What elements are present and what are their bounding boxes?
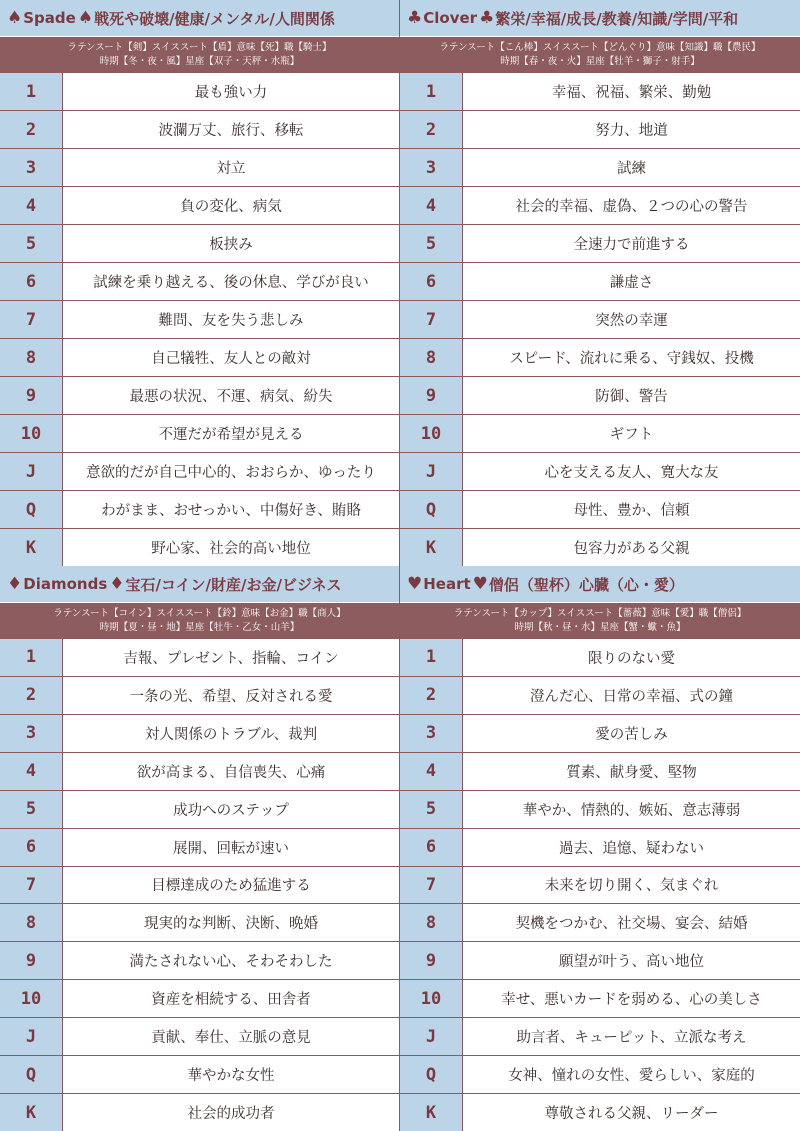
table-row [400, 111, 800, 149]
table-row [0, 904, 399, 942]
card-meaning: 社会的幸福、虚偽、２つの心の警告 [515, 199, 748, 215]
suit-section-clover [400, 0, 800, 566]
table-row [400, 715, 800, 753]
suit-info [0, 603, 399, 639]
table-row [400, 1056, 800, 1094]
card-meaning: スピード、流れに乗る、守銭奴、投機 [509, 351, 754, 367]
card-meaning: 包容力がある父親 [573, 541, 690, 557]
table-row [0, 867, 399, 905]
card-rank: K [400, 529, 463, 566]
card-rank: 4 [0, 187, 63, 224]
card-rank: 5 [400, 225, 463, 262]
heart-icon: ♥ [407, 574, 423, 594]
table-row [0, 677, 399, 715]
suit-info-line: 時期【冬・夜・風】星座【双子・天秤・水瓶】 [99, 56, 300, 67]
card-meaning: 一条の光、希望、反対される愛 [129, 688, 333, 705]
suit-info-line: ラテンスート【カップ】スイススート【薔薇】意味【愛】職【僧侶】 [453, 608, 747, 619]
suit-title [400, 0, 800, 37]
card-meaning: 防御、警告 [595, 389, 668, 405]
suit-info-line: ラテンスート【剣】スイススート【盾】意味【死】職【騎士】 [67, 42, 332, 53]
table-row [400, 1094, 800, 1131]
table-row [0, 301, 399, 339]
table-row [0, 1094, 399, 1131]
card-rank: 4 [0, 753, 63, 790]
table-row [400, 639, 800, 677]
card-rank: 10 [400, 980, 463, 1017]
table-row [0, 453, 399, 491]
card-meaning: ギフト [609, 427, 654, 443]
table-row [400, 339, 800, 377]
suit-section-diamonds [0, 566, 400, 1131]
suit-title [400, 566, 800, 603]
table-row [400, 377, 800, 415]
table-row [0, 187, 399, 225]
card-meaning: 華やか、情熱的、嫉妬、意志薄弱 [522, 802, 741, 819]
table-row [400, 1018, 800, 1056]
card-rank: 2 [0, 111, 63, 148]
card-rank: 9 [0, 377, 63, 414]
meaning-table [400, 639, 800, 1131]
card-rank: 5 [0, 791, 63, 828]
table-row [0, 1018, 399, 1056]
meaning-table [0, 639, 399, 1131]
table-row [400, 942, 800, 980]
card-meaning: 心を支える友人、寛大な友 [544, 465, 719, 481]
club-icon: ♣ [479, 8, 495, 28]
suit-info-line: ラテンスート【こん棒】スイススート【どんぐり】意味【知識】職【農民】 [439, 42, 761, 53]
card-rank: Q [0, 1056, 63, 1093]
card-meaning: 女神、憧れの女性、愛らしい、家庭的 [508, 1068, 755, 1085]
table-row [0, 111, 399, 149]
card-meaning: 吉報、プレゼント、指輪、コイン [123, 650, 339, 667]
table-row [400, 149, 800, 187]
card-rank: 2 [400, 111, 463, 148]
suit-name: Spade [23, 9, 76, 27]
suit-name: Clover [423, 9, 478, 27]
card-rank: 3 [0, 149, 63, 186]
table-row [0, 980, 399, 1018]
suit-info-line: 時期【夏・昼・地】星座【牡牛・乙女・山羊】 [99, 622, 300, 633]
table-row [400, 904, 800, 942]
table-row [0, 753, 399, 791]
card-rank: 4 [400, 187, 463, 224]
suit-title [0, 0, 399, 37]
table-row [0, 339, 399, 377]
card-rank: 8 [0, 904, 63, 941]
table-row [0, 829, 399, 867]
table-row [0, 1056, 399, 1094]
card-meaning: 過去、追憶、疑わない [559, 840, 704, 857]
diamond-icon: ♦ [109, 574, 125, 594]
card-meaning: 助言者、キューピット、立派な考え [516, 1030, 747, 1047]
card-meaning: 努力、地道 [595, 123, 668, 139]
table-row [0, 263, 399, 301]
suit-info [400, 603, 800, 639]
card-rank: 1 [0, 639, 63, 676]
card-meaning: 限りのない愛 [588, 650, 675, 667]
card-rank: 5 [400, 791, 463, 828]
card-meaning: 不運だが希望が見える [158, 427, 304, 443]
table-row [0, 942, 399, 980]
card-meaning: 意欲的だが自己中心的、おおらか、ゆったり [86, 465, 376, 481]
suit-info-line: ラテンスート【コイン】スイススート【鈴】意味【お金】職【商人】 [53, 608, 346, 619]
card-rank: 6 [0, 263, 63, 300]
card-meaning: 契機をつかむ、社交場、宴会、結婚 [515, 916, 748, 933]
table-row [400, 753, 800, 791]
card-meaning: 満たされない心、そわそわした [129, 954, 333, 971]
card-rank: 4 [400, 753, 463, 790]
card-meaning: 負の変化、病気 [180, 199, 282, 215]
card-meaning: 澄んだ心、日常の幸福、式の鐘 [530, 688, 733, 705]
card-rank: 6 [400, 263, 463, 300]
card-rank: Q [400, 1056, 463, 1093]
card-meaning: 全速力で前進する [573, 237, 690, 253]
table-row [400, 491, 800, 529]
card-meaning: 質素、献身愛、堅物 [566, 764, 697, 781]
table-row [0, 225, 399, 263]
card-rank: J [400, 453, 463, 490]
card-meaning: 野心家、社会的高い地位 [151, 541, 311, 557]
suit-name: Diamonds [23, 575, 108, 593]
table-row [400, 829, 800, 867]
card-meaning: わがまま、おせっかい、中傷好き、賄賂 [101, 503, 361, 519]
card-rank: 8 [400, 339, 463, 376]
suit-info [0, 37, 399, 73]
table-row [0, 415, 399, 453]
table-row [0, 791, 399, 829]
card-rank: 2 [400, 677, 463, 714]
table-row [0, 639, 399, 677]
card-rank: 10 [0, 415, 63, 452]
card-rank: 8 [0, 339, 63, 376]
suit-title [0, 566, 399, 603]
suit-themes: 宝石/コイン/財産/お金/ビジネス [125, 575, 342, 594]
suit-themes: 繁栄/幸福/成長/教養/知識/学問/平和 [495, 9, 739, 28]
card-meaning: 未来を切り開く、気まぐれ [544, 878, 719, 895]
table-row [0, 529, 399, 566]
card-meaning: 現実的な判断、決断、晩婚 [144, 916, 318, 933]
table-row [400, 73, 800, 111]
card-rank: K [400, 1094, 463, 1131]
card-rank: 5 [0, 225, 63, 262]
card-meaning: 対立 [216, 161, 246, 177]
card-rank: 9 [0, 942, 63, 979]
card-rank: J [0, 453, 63, 490]
card-rank: 8 [400, 904, 463, 941]
suit-info-line: 時期【秋・昼・水】星座【蟹・蠍・魚】 [514, 622, 686, 633]
table-row [0, 715, 399, 753]
card-meaning: 最悪の状況、不運、病気、紛失 [129, 389, 333, 405]
card-meaning: 突然の幸運 [595, 313, 668, 329]
table-row [400, 529, 800, 566]
card-rank: 7 [400, 867, 463, 904]
card-meaning: 目標達成のため猛進する [151, 878, 311, 895]
card-meaning: 最も強い力 [194, 85, 268, 101]
table-row [400, 225, 800, 263]
card-meaning: 成功へのステップ [173, 802, 289, 819]
table-row [0, 491, 399, 529]
card-meaning: 試練を乗り越える、後の休息、学びが良い [93, 275, 369, 291]
suit-info [400, 37, 800, 73]
meaning-table [0, 73, 399, 566]
card-meaning: 幸福、祝福、繁栄、勤勉 [551, 85, 712, 101]
card-rank: 2 [0, 677, 63, 714]
suit-section-spade [0, 0, 400, 566]
table-row [0, 377, 399, 415]
card-meaning: 母性、豊か、信頼 [573, 503, 690, 519]
spade-icon: ♠ [77, 8, 94, 28]
card-rank: J [400, 1018, 463, 1055]
card-meaning: 社会的成功者 [187, 1106, 275, 1123]
card-meaning: 対人関係のトラブル、裁判 [144, 726, 318, 743]
table-row [400, 980, 800, 1018]
card-rank: 9 [400, 377, 463, 414]
heart-icon: ♥ [472, 574, 488, 594]
card-meaning: 自己犠牲、友人との敵対 [151, 351, 311, 367]
card-meaning: 難問、友を失う悲しみ [158, 313, 304, 329]
spade-icon: ♠ [7, 8, 23, 28]
suit-name: Heart [423, 575, 471, 593]
card-rank: Q [400, 491, 463, 528]
card-meaning: 試練 [617, 161, 646, 177]
table-row [0, 73, 399, 111]
card-rank: 6 [0, 829, 63, 866]
suit-info-line: 時期【春・夜・火】星座【牡羊・獅子・射手】 [500, 56, 700, 67]
card-meaning: 資産を相続する、田舎者 [151, 992, 311, 1009]
suit-themes: 僧侶（聖杯）心臓（心・愛） [488, 575, 684, 594]
table-row [400, 415, 800, 453]
card-rank: 10 [400, 415, 463, 452]
card-rank: 10 [0, 980, 63, 1017]
card-meaning: 展開、回転が速い [173, 840, 289, 857]
card-rank: 1 [0, 73, 63, 110]
club-icon: ♣ [407, 8, 423, 28]
card-meaning: 尊敬される父親、リーダー [544, 1106, 719, 1123]
table-row [400, 453, 800, 491]
card-rank: Q [0, 491, 63, 528]
card-rank: 1 [400, 73, 463, 110]
card-rank: 9 [400, 942, 463, 979]
card-rank: K [0, 1094, 63, 1131]
suit-themes: 戦死や破壊/健康/メンタル/人間関係 [94, 9, 335, 28]
card-meaning: 愛の苦しみ [595, 726, 668, 743]
card-rank: K [0, 529, 63, 566]
meaning-table [400, 73, 800, 566]
card-meaning: 幸せ、悪いカードを弱める、心の美しさ [501, 992, 762, 1009]
table-row [400, 263, 800, 301]
card-rank: 3 [0, 715, 63, 752]
card-meaning: 謙虚さ [609, 275, 654, 291]
suit-section-heart [400, 566, 800, 1131]
card-meaning: 願望が叶う、高い地位 [559, 954, 704, 971]
card-rank: 3 [400, 149, 463, 186]
table-row [0, 149, 399, 187]
table-row [400, 677, 800, 715]
card-meaning: 板挟み [209, 237, 253, 253]
card-meaning: 欲が高まる、自信喪失、心痛 [136, 764, 326, 781]
card-meaning: 波瀾万丈、旅行、移転 [158, 123, 304, 139]
card-rank: 6 [400, 829, 463, 866]
card-rank: 1 [400, 639, 463, 676]
table-row [400, 187, 800, 225]
table-row [400, 301, 800, 339]
card-rank: 3 [400, 715, 463, 752]
diamond-icon: ♦ [7, 574, 23, 594]
table-row [400, 867, 800, 905]
card-rank: 7 [400, 301, 463, 338]
table-row [400, 791, 800, 829]
card-rank: J [0, 1018, 63, 1055]
card-rank: 7 [0, 301, 63, 338]
card-rank: 7 [0, 867, 63, 904]
card-meaning: 貢献、奉仕、立脈の意見 [151, 1030, 311, 1047]
card-meaning: 華やかな女性 [187, 1068, 275, 1085]
